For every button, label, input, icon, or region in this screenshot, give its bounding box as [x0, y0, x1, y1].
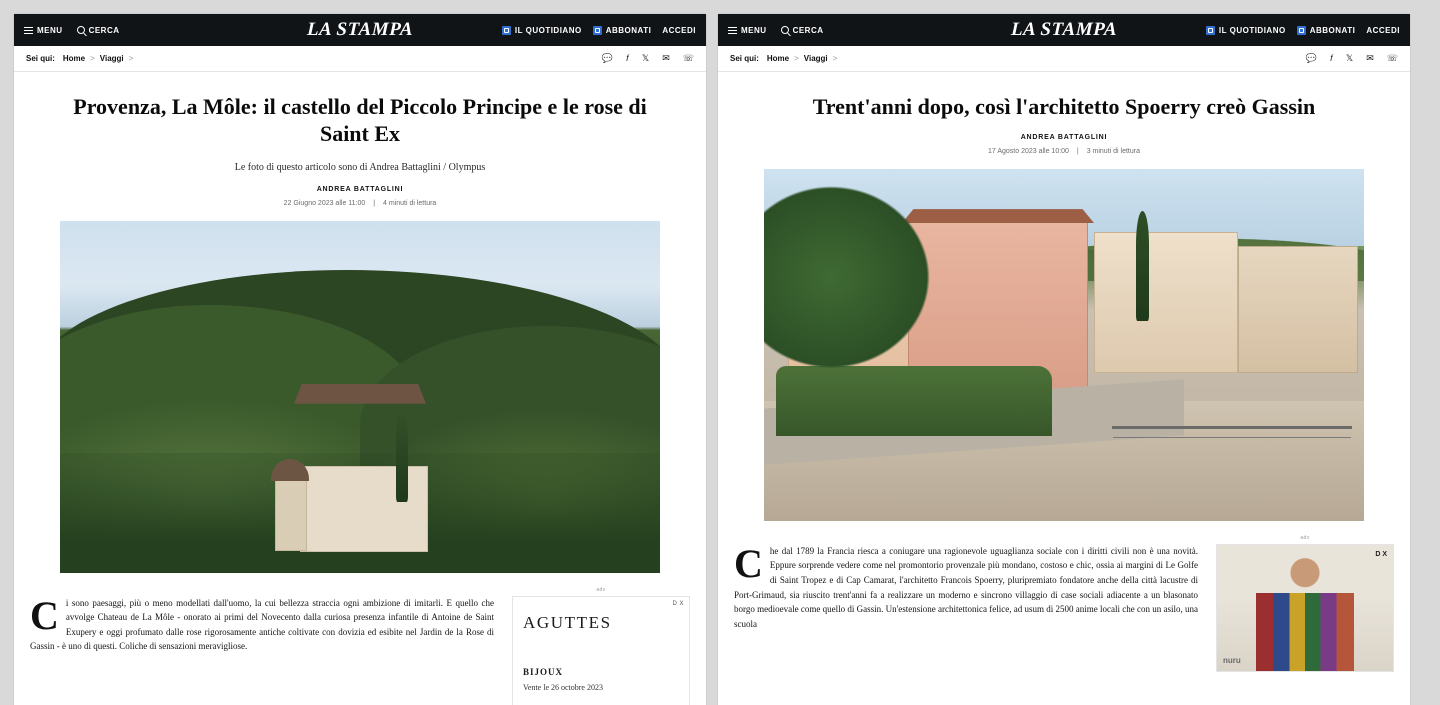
breadcrumb-separator: > — [90, 54, 95, 63]
email-icon[interactable]: ✉ — [662, 53, 670, 63]
x-twitter-icon[interactable]: 𝕏 — [1345, 53, 1354, 63]
share-bar — [1306, 54, 1398, 63]
nav-item-label: ACCEDI — [662, 25, 696, 35]
breadcrumb-item-viaggi[interactable]: Viaggi — [803, 54, 828, 63]
nav-accedi[interactable] — [1366, 26, 1400, 35]
article-author: ANDREA BATTAGLINI — [1020, 133, 1108, 141]
breadcrumb-item-home[interactable]: Home — [62, 54, 86, 63]
article-meta — [66, 200, 654, 207]
ad-column-right — [1216, 535, 1394, 672]
nav-item-label: ABBONATI — [605, 25, 652, 35]
breadcrumb-right — [718, 46, 1410, 72]
masthead-logo: LA STAMPA — [1010, 19, 1118, 40]
search-icon — [781, 26, 789, 34]
search-label: CERCA — [88, 25, 120, 35]
nav-item-label: IL QUOTIDIANO — [1218, 25, 1286, 35]
facebook-icon[interactable]: 𝑓 — [626, 53, 629, 63]
article-date: 22 Giugno 2023 alle 11:00 — [283, 199, 366, 207]
site-navbar-left — [14, 14, 706, 46]
article-subtitle: Le foto di questo articolo sono di Andrea Battaglini / Olympus — [234, 161, 486, 173]
ad-choices-badge[interactable]: D X — [672, 600, 684, 607]
search-button[interactable] — [77, 26, 120, 35]
breadcrumb-left — [14, 46, 706, 72]
ad-line: Vente le 26 octobre 2023 — [523, 682, 603, 692]
nav-il-quotidiano[interactable] — [1206, 26, 1286, 35]
ad-choices-badge[interactable]: D X — [1375, 550, 1387, 558]
newspaper-icon — [502, 26, 511, 35]
nav-item-label: ACCEDI — [1366, 25, 1400, 35]
article-paragraph — [30, 592, 494, 654]
breadcrumb-label: Sei qui: — [26, 54, 55, 63]
paragraph-text: he dal 1789 la Francia riesca a coniugare una ragionevole uguaglianza sociale con i diritti civili non è una novità. Eppure sorprende vedere come nel promontorio provenzale più mondano, costoso e chic, ossia ai margini di Le Golfe di Saint Tropez e di Cap Camarat, l'architetto Francois Spoerry, pluripremiato fondatore anche della città lacustre di Port-Grimaud, sia riuscito trent'anni fa a realizzare un moderno e sincrono villaggio di case sociali adiacente a un blasonato borgo medioevale come quello di Gassin. Un'estensione architettonica felice, ad usum di 2500 anime locali che con un asilo, una scuola — [734, 545, 1198, 629]
article-date: 17 Agosto 2023 alle 10:00 — [987, 147, 1069, 155]
email-icon[interactable]: ✉ — [1366, 53, 1374, 63]
advertisement-aguttes[interactable] — [512, 596, 690, 705]
hamburger-icon — [24, 27, 33, 34]
meta-separator: | — [1076, 147, 1079, 155]
menu-label: MENU — [37, 25, 63, 35]
article-left — [14, 72, 706, 573]
breadcrumb-item-home[interactable]: Home — [766, 54, 790, 63]
article-reading-time: 4 minuti di lettura — [383, 199, 437, 207]
hamburger-icon — [728, 27, 737, 34]
menu-button[interactable] — [728, 26, 767, 35]
search-button[interactable] — [781, 26, 824, 35]
article-meta — [770, 148, 1358, 155]
nav-item-label: IL QUOTIDIANO — [514, 25, 582, 35]
article-right — [718, 72, 1410, 521]
nav-abbonati[interactable] — [1297, 26, 1356, 35]
menu-label: MENU — [741, 25, 767, 35]
search-icon — [77, 26, 85, 34]
article-paragraph — [734, 540, 1198, 631]
browser-window-right — [718, 14, 1410, 705]
meta-separator: | — [373, 199, 376, 207]
breadcrumb-item-viaggi[interactable]: Viaggi — [99, 54, 124, 63]
facebook-icon[interactable]: 𝑓 — [1330, 53, 1333, 63]
ad-category: BIJOUX — [523, 666, 564, 677]
ad-image — [1217, 545, 1393, 671]
article-author: ANDREA BATTAGLINI — [316, 185, 404, 193]
hero-image-chateau-la-mole — [60, 221, 660, 573]
badge-icon — [1297, 26, 1306, 35]
drop-cap: C — [30, 592, 59, 638]
site-navbar-right — [718, 14, 1410, 46]
article-body-right — [718, 521, 1410, 672]
comment-icon[interactable]: 💬 — [601, 53, 614, 63]
search-label: CERCA — [792, 25, 824, 35]
ad-column-left — [512, 587, 690, 705]
ad-line: nuru — [1223, 655, 1241, 665]
breadcrumb-label: Sei qui: — [730, 54, 759, 63]
masthead-logo: LA STAMPA — [306, 19, 414, 40]
hero-image-gassin-village — [764, 169, 1364, 521]
ad-label: adv — [1300, 534, 1310, 541]
drop-cap: C — [734, 540, 763, 586]
article-body-left — [14, 573, 706, 705]
menu-button[interactable] — [24, 26, 63, 35]
breadcrumb-separator: > — [128, 54, 134, 63]
nav-accedi[interactable] — [662, 26, 696, 35]
comment-icon[interactable]: 💬 — [1305, 53, 1318, 63]
page-title: Trent'anni dopo, così l'architetto Spoerry creò Gassin — [812, 94, 1316, 119]
badge-icon — [593, 26, 602, 35]
whatsapp-icon[interactable]: ☏ — [682, 53, 694, 63]
article-reading-time: 3 minuti di lettura — [1086, 147, 1140, 155]
advertisement-apparel[interactable] — [1216, 544, 1394, 672]
ad-label: adv — [596, 586, 606, 593]
share-bar — [602, 54, 694, 63]
paragraph-text: i sono paesaggi, più o meno modellati dall'uomo, la cui bellezza straccia ogni ambizione di imitarli. E quello che avvolge Chateau de La Môle - onorato ai primi del Novecento dalla curiosa presenza infantile di Antoine de Saint Exupery e oggi profumato dalle rose rigorosamente antiche coltivate con dovizia ed esibite nel Jardin de la Rose di Gassin - è uno di questi. Coliche di sensazioni meravigliose. — [30, 597, 494, 652]
breadcrumb-separator: > — [794, 54, 799, 63]
newspaper-icon — [1206, 26, 1215, 35]
page-title: Provenza, La Môle: il castello del Piccolo Principe e le rose di Saint Ex — [73, 94, 647, 146]
breadcrumb-separator: > — [832, 54, 838, 63]
nav-item-label: ABBONATI — [1309, 25, 1356, 35]
whatsapp-icon[interactable]: ☏ — [1386, 53, 1398, 63]
browser-window-left — [14, 14, 706, 705]
x-twitter-icon[interactable]: 𝕏 — [641, 53, 650, 63]
nav-abbonati[interactable] — [593, 26, 652, 35]
nav-il-quotidiano[interactable] — [502, 26, 582, 35]
ad-brand: AGUTTES — [523, 612, 612, 632]
